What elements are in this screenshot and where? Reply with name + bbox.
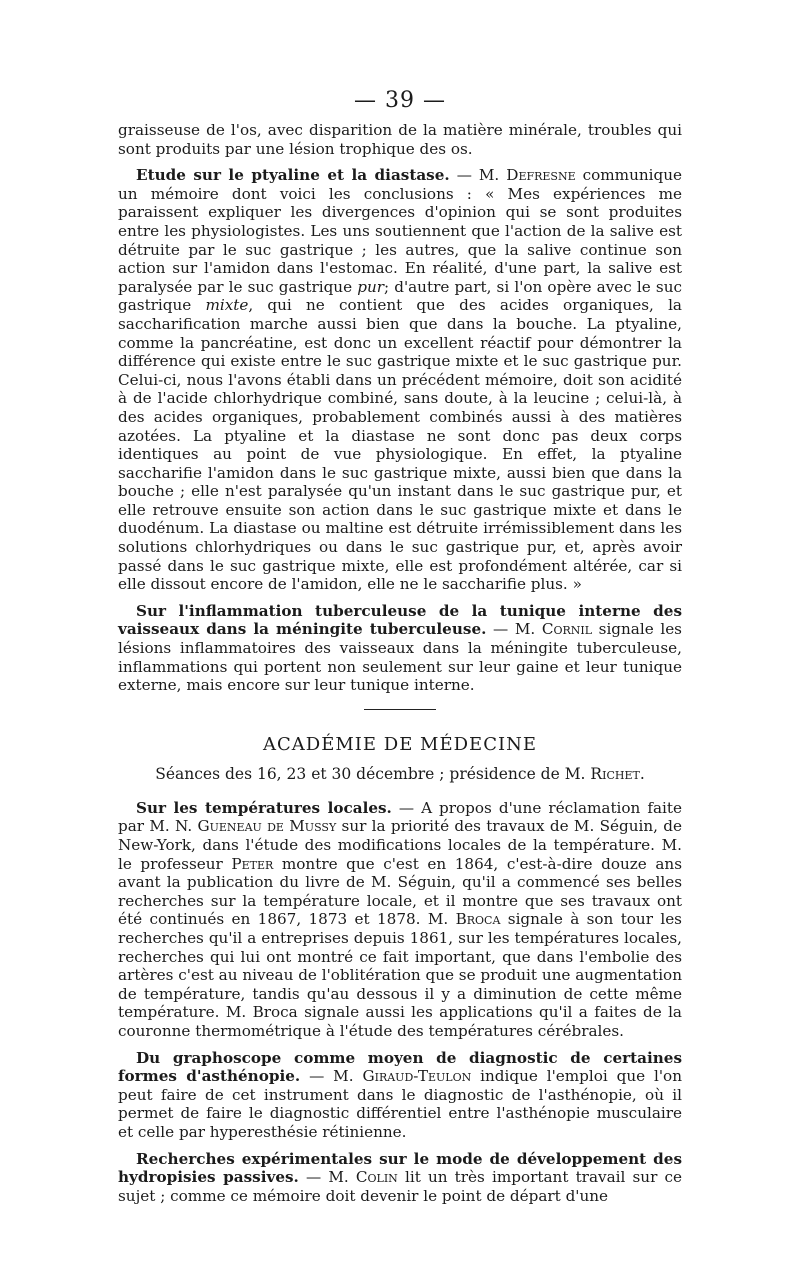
meeting-end: . — [639, 764, 645, 783]
intro-paragraph: graisseuse de l'os, avec disparition de la matière minérale, troubles qui sont produits par une lésion trophique des os. — [118, 121, 682, 158]
body-text: sur la priorité des travaux de M. Séguin, de New-York, dans l'étude des modifications locales de la température. M. le professeur — [118, 817, 682, 873]
dash-lead: — M. — [298, 1168, 356, 1187]
section-divider — [364, 709, 436, 710]
body-text: , qui ne contient que des acides organiques, la saccharification marche aussi bien que dans la bouche. La ptyaline, comme la pancréatine, est donc un excellent réactif pour démontrer la différence qui existe entre le suc gastrique mixte et le suc gastrique pur. Celui-ci, nous l'avons établi dans un précédent mémoire, doit son acidité à de l'acide chlorhydrique combiné, sans doute, à la leucine ; celui-là, à des acides organiques, probablement combinés aussi à des matières azotées. La ptyaline et la diastase ne sont donc pas deux corps identiques au point de vue physiologique. En effet, la ptyaline saccharifie l'amidon dans le suc gastrique mixte, aussi bien que dans la bouche ; elle n'est paralysée qu'un instant dans le suc gastrique pur, et elle retrouve ensuite son action dans le suc gastrique mixte et dans le duodénum. La diastase ou maltine est détruite irrémissiblement dans les solutions chlorhydriques ou dans le suc gastrique pur, et, après avoir passé dans le suc gastrique mixte, elle est profondément altérée, car si elle dissout encore de l'amidon, elle ne le saccharifie plus. » — [118, 296, 682, 594]
emphasis-pur: pur — [357, 277, 384, 296]
body-text: montre que c'est en 1864, c'est-à-dire douze ans avant la publication du livre de M. Séguin, qu'il a commencé ses belles recherches sur la température locale, et il montre que ses travaux ont été continués en 1867, 1873 et 1878. M. — [118, 854, 682, 929]
body-text: signale les lésions inflammatoires des vaisseaux dans la méningite tuberculeuse, inflammations qui portent non seulement sur leur gaine et leur tunique externe, mais encore sur leur tunique interne. — [118, 620, 682, 695]
paragraph-graphoscope — [118, 1049, 682, 1142]
dash-lead: — M. — [449, 166, 507, 185]
author-cornil: Cornil — [541, 620, 593, 639]
heading-inflammation: Sur l'inflammation tuberculeuse de la tunique interne des vaisseaux dans la méningite tuberculeuse. — [118, 601, 682, 639]
author-colin: Colin — [355, 1168, 398, 1187]
name-broca: Broca — [455, 910, 501, 929]
president-name: Richet — [590, 764, 640, 783]
paragraph-inflammation — [118, 602, 682, 695]
body-text: signale à son tour les recherches qu'il a entreprises depuis 1861, sur les températures locales, recherches qui lui ont montré ce fait important, que dans l'embolie des artères c'est au niveau de l'oblitération que se produit une augmentation de température, tandis qu'au dessous il y a diminution de cette même température. M. Broca signale aussi les applications qu'il a faites de la couronne thermométrique à l'étude des températures cérébrales. — [118, 910, 682, 1040]
heading-graphoscope: Du graphoscope comme moyen de diagnostic de certaines formes d'asthénopie. — [118, 1048, 682, 1086]
body-text: lit un très important travail sur ce sujet ; comme ce mémoire doit devenir le point de départ d'une — [118, 1168, 683, 1205]
section-title: ACADÉMIE DE MÉDECINE — [263, 733, 537, 755]
name-gueneau-de-mussy: Gueneau de Mussy — [197, 817, 337, 836]
emphasis-mixte: mixte — [205, 296, 249, 315]
heading-ptyaline-diastase: Etude sur le ptyaline et la diastase. — [136, 166, 450, 185]
author-giraud-teulon: Giraud-Teulon — [362, 1067, 472, 1086]
body-text: indique l'emploi que l'on peut faire de cet instrument dans le diagnostic de l'asthénopie, où il permet de faire le diagnostic différentiel entre l'asthénopie musculaire et celle par hyperesthésie rétinienne. — [118, 1067, 682, 1141]
meeting-text: Séances des 16, 23 et 30 décembre ; présidence de M. — [155, 764, 591, 783]
heading-hydropisies: Recherches expérimentales sur le mode de développement des hydropisies passives. — [118, 1149, 682, 1187]
body-text: ; d'autre part, si l'on opère avec le suc gastrique — [118, 277, 682, 315]
body-text: — A propos d'une réclamation faite par M. N. — [118, 798, 682, 836]
author-defresne: Defresne — [506, 166, 576, 185]
name-peter: Peter — [231, 854, 274, 873]
heading-temperatures: Sur les températures locales. — [136, 798, 392, 817]
page-number: — 39 — — [354, 88, 446, 113]
paragraph-ptyaline-diastase — [118, 166, 682, 594]
dash-lead: — M. — [486, 620, 542, 639]
dash-lead: — M. — [300, 1067, 363, 1086]
paragraph-hydropisies — [118, 1150, 682, 1206]
paragraph-temperatures — [118, 799, 682, 1041]
meeting-line — [118, 765, 682, 783]
body-text: communique un mémoire dont voici les conclusions : « Mes expériences me paraissent expliquer les divergences d'opinion qui se sont produites entre les physiologistes. Les uns soutiennent que l'action de la salive est détruite par le suc gastrique ; les autres, que la salive continue son action sur l'amidon dans l'estomac. En réalité, d'une part, la salive est paralysée par le suc gastrique — [118, 166, 682, 296]
